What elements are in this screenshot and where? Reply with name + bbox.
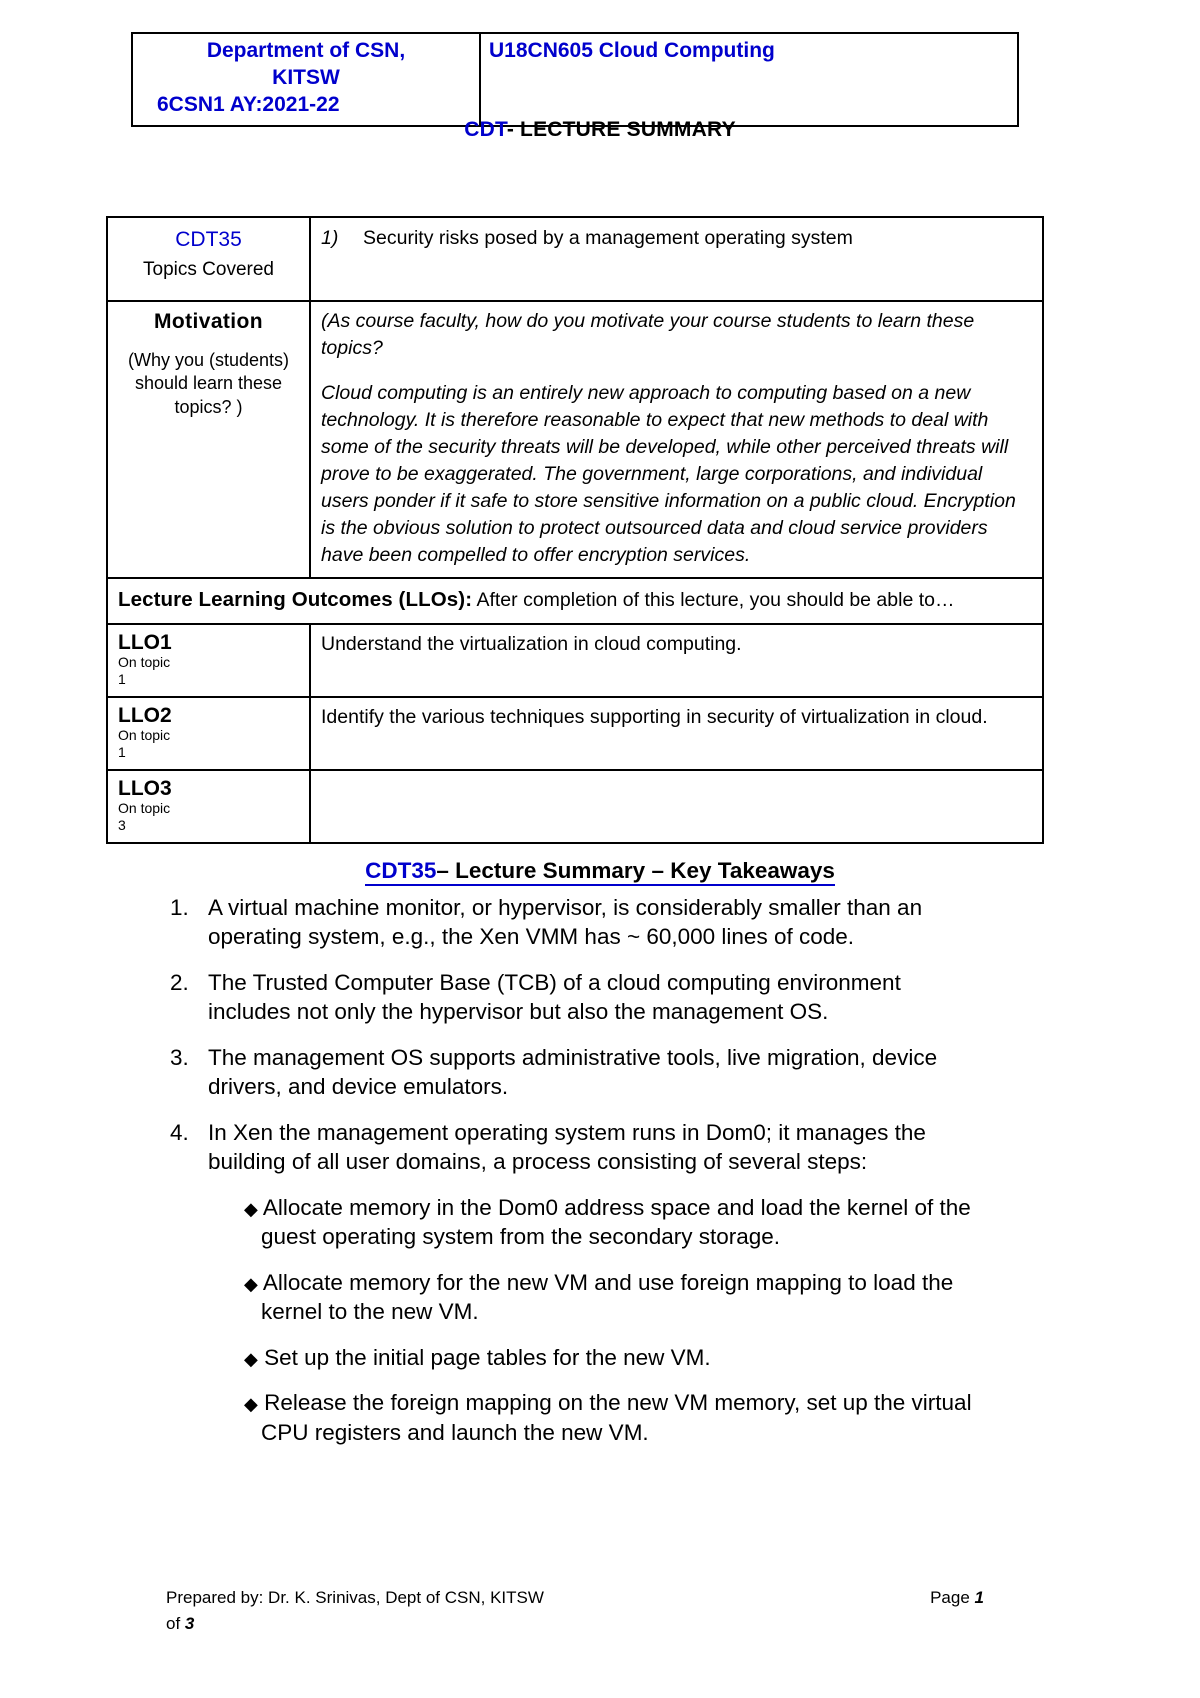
sub-bullet-4-text: Release the foreign mapping on the new VM memory, set up the virtual CPU registers and launch the new VM. bbox=[261, 1390, 972, 1445]
llo2-topic-label: On topic bbox=[118, 727, 171, 744]
llo1-text-cell: Understand the virtualization in cloud computing. bbox=[310, 624, 1043, 697]
motivation-row bbox=[107, 301, 1043, 578]
footer-prepared-by: Prepared by: Dr. K. Srinivas, Dept of CSN, KITSW bbox=[166, 1588, 544, 1607]
key-takeaways-title bbox=[0, 858, 1200, 884]
llo3-topic-number: 3 bbox=[118, 817, 126, 834]
footer-primary-row bbox=[166, 1586, 984, 1611]
key-takeaways-title-code: CDT35 bbox=[365, 858, 437, 883]
header-course-cell bbox=[480, 33, 1018, 126]
sub-bullet-2-text: Allocate memory for the new VM and use foreign mapping to load the kernel to the new VM. bbox=[261, 1269, 954, 1325]
topic-text: Security risks posed by a management operating system bbox=[363, 227, 853, 249]
llo2-text-cell: Identify the various techniques supporting in security of virtualization in cloud. bbox=[310, 697, 1043, 770]
header-department-line1: Department of CSN, bbox=[206, 39, 406, 62]
topic-number: 1) bbox=[321, 227, 339, 249]
llo-header-cell bbox=[107, 578, 1043, 624]
footer-secondary-row bbox=[166, 1612, 984, 1637]
list-item bbox=[244, 1268, 980, 1327]
takeaway-1-number: 1. bbox=[170, 895, 189, 920]
list-item bbox=[170, 1118, 980, 1463]
cdt-topics-covered-label: Topics Covered bbox=[143, 258, 274, 280]
list-item bbox=[170, 893, 980, 952]
takeaway-4-sub-bullets bbox=[244, 1193, 980, 1447]
lecture-summary-table bbox=[106, 216, 1044, 844]
table-row bbox=[107, 624, 1043, 697]
takeaway-4-body bbox=[208, 1118, 980, 1463]
llo3-key: LLO3 bbox=[118, 776, 172, 800]
motivation-prompt: (As course faculty, how do you motivate your course students to learn these topics? bbox=[321, 310, 975, 359]
cdt-code: CDT35 bbox=[175, 228, 242, 251]
header-section-academic-year: 6CSN1 AY:2021-22 bbox=[157, 92, 340, 116]
header-row bbox=[132, 33, 1018, 126]
sub-bullet-1-text: Allocate memory in the Dom0 address space and load the kernel of the guest operating system from the secondary storage. bbox=[261, 1194, 971, 1250]
topics-row bbox=[107, 217, 1043, 301]
takeaway-4-number: 4. bbox=[170, 1119, 189, 1145]
motivation-label-cell bbox=[107, 301, 310, 578]
list-item bbox=[170, 1043, 980, 1102]
list-item bbox=[244, 1193, 980, 1252]
list-item bbox=[244, 1343, 980, 1372]
footer-page-label: Page bbox=[930, 1588, 975, 1607]
diamond-bullet-icon: ◆ bbox=[244, 1394, 258, 1415]
key-takeaways-list bbox=[170, 893, 980, 1479]
llo2-key-cell bbox=[107, 697, 310, 770]
motivation-sublabel: (Why you (students) should learn these topics? ) bbox=[127, 349, 290, 418]
table-row bbox=[107, 770, 1043, 843]
table-row bbox=[107, 697, 1043, 770]
llo3-text-cell bbox=[310, 770, 1043, 843]
diamond-bullet-icon: ◆ bbox=[244, 1348, 258, 1369]
llo-header-rest: After completion of this lecture, you should be able to… bbox=[472, 589, 955, 611]
takeaway-3-number: 3. bbox=[170, 1044, 189, 1070]
llo1-key: LLO1 bbox=[118, 630, 172, 654]
llo2-topic-number: 1 bbox=[118, 744, 126, 761]
footer-total-pages: 3 bbox=[184, 1613, 195, 1633]
footer-page-number: 1 bbox=[974, 1588, 984, 1607]
key-takeaways-title-rest: – Lecture Summary – Key Takeaways bbox=[436, 858, 835, 883]
list-item bbox=[170, 968, 980, 1027]
document-subtitle-rest: - LECTURE SUMMARY bbox=[506, 118, 736, 141]
takeaway-2-text: The Trusted Computer Base (TCB) of a cloud computing environment includes not only the hypervisor but also the management OS. bbox=[208, 969, 901, 1025]
sub-bullet-3-text: Set up the initial page tables for the new VM. bbox=[264, 1344, 711, 1370]
takeaway-3-text: The management OS supports administrative tools, live migration, device drivers, and device emulators. bbox=[208, 1044, 938, 1100]
header-department-line2: KITSW bbox=[272, 65, 340, 89]
document-subtitle bbox=[0, 118, 1200, 142]
motivation-title: Motivation bbox=[154, 310, 263, 333]
document-subtitle-prefix: CDT bbox=[464, 118, 507, 141]
cdt-label-cell bbox=[107, 217, 310, 301]
topics-covered-cell bbox=[310, 217, 1043, 301]
llo3-topic-label: On topic bbox=[118, 800, 171, 817]
header-course-title: U18CN605 Cloud Computing bbox=[489, 39, 775, 62]
llo2-key: LLO2 bbox=[118, 703, 172, 727]
llo-header-bold: Lecture Learning Outcomes (LLOs): bbox=[118, 588, 473, 611]
takeaway-4-text: In Xen the management operating system runs in Dom0; it manages the building of all user domains, a process consisting of several steps: bbox=[208, 1119, 926, 1175]
diamond-bullet-icon: ◆ bbox=[244, 1273, 258, 1294]
header-department-cell bbox=[132, 33, 480, 126]
llo1-key-cell bbox=[107, 624, 310, 697]
diamond-bullet-icon: ◆ bbox=[244, 1198, 258, 1219]
motivation-paragraph: Cloud computing is an entirely new approach to computing based on a new technology. It is therefore reasonable to expect that new methods to deal with some of the security threats will be developed, while other perceived threats will prove to be exaggerated. The government, large corporations, and individual users ponder if it safe to store sensitive information on a public cloud. Encryption is the obvious solution to protect outsourced data and cloud service providers have been compelled to offer encryption services. bbox=[321, 382, 1016, 566]
document-header-table bbox=[131, 32, 1019, 127]
motivation-body-cell bbox=[310, 301, 1043, 578]
footer-of-label: of bbox=[166, 1613, 185, 1633]
takeaway-1-text: A virtual machine monitor, or hypervisor, is considerably smaller than an operating system, e.g., the Xen VMM has ~ 60,000 lines of code. bbox=[208, 895, 923, 950]
llo-header-row bbox=[107, 578, 1043, 624]
footer-page-indicator bbox=[930, 1586, 984, 1611]
llo1-topic-label: On topic bbox=[118, 654, 171, 671]
page-footer bbox=[166, 1586, 984, 1636]
list-item bbox=[244, 1388, 980, 1447]
llo1-topic-number: 1 bbox=[118, 671, 126, 687]
takeaway-2-number: 2. bbox=[170, 969, 189, 995]
llo3-key-cell bbox=[107, 770, 310, 843]
